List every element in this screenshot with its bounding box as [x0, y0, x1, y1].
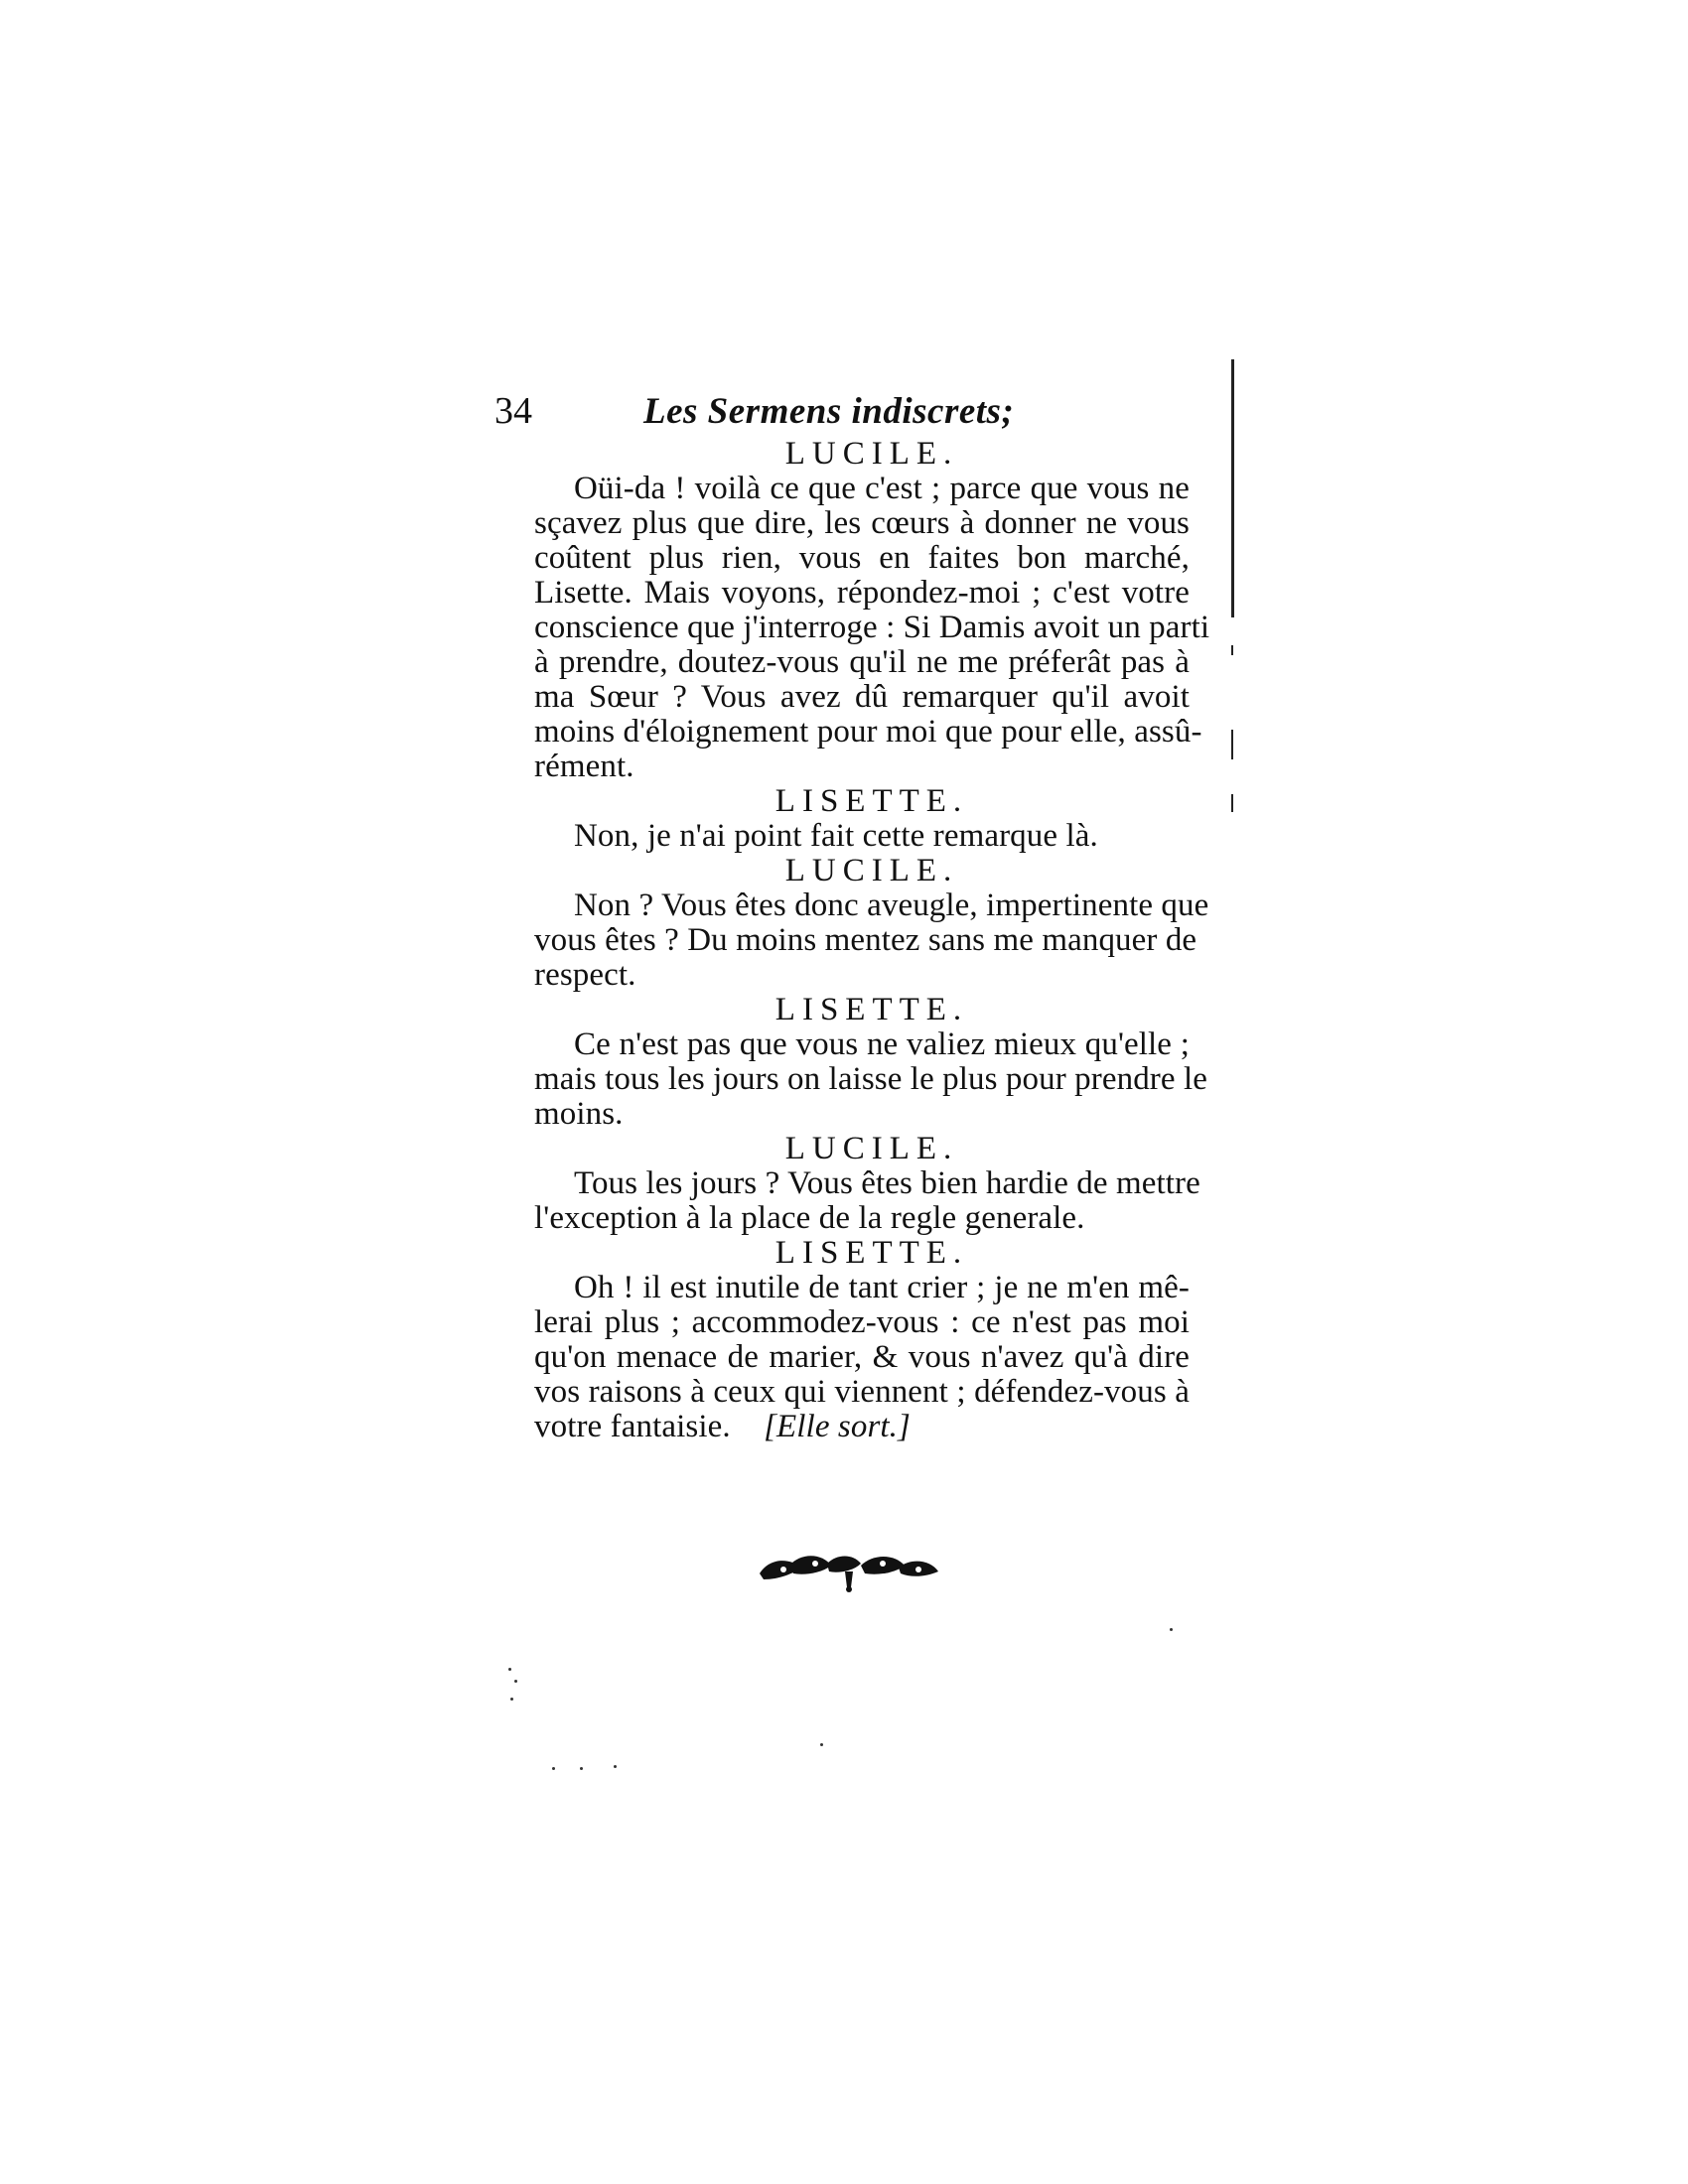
speech-line: Lisette. Mais voyons, répondez-moi ; c'est votre [534, 575, 1190, 611]
speech-line: moins d'éloignement pour moi que pour elle, assû- [534, 714, 1202, 750]
scan-speck [580, 1767, 583, 1770]
speech-line: rément. [534, 749, 634, 784]
scan-speck [514, 1680, 517, 1683]
speech-block [494, 819, 1190, 854]
speaker-name: LISETTE. [774, 992, 969, 1027]
speech-line: mais tous les jours on laisse le plus pour prendre le [534, 1061, 1208, 1097]
speech-line [494, 1410, 1190, 1444]
scan-speck [508, 1668, 511, 1671]
speech-line: Non, je n'ai point fait cette remarque là. [574, 818, 1098, 854]
speech-block [494, 1026, 1208, 1132]
margin-rule [1231, 359, 1234, 617]
speech-line: sçavez plus que dire, les cœurs à donner ne vous [534, 505, 1190, 541]
speaker-name: LUCILE. [784, 1131, 959, 1166]
margin-rule [1231, 730, 1233, 759]
margin-rule [1231, 794, 1233, 812]
speaker-name: LUCILE. [784, 853, 959, 888]
speech-line: Oh ! il est inutile de tant crier ; je ne m'en mê- [574, 1270, 1190, 1305]
running-title: Les Sermens indiscrets; [643, 391, 1015, 432]
speech-line: vous êtes ? Du moins mentez sans me manquer de [534, 922, 1197, 958]
speech-line: moins. [534, 1096, 624, 1132]
speech-line: lerai plus ; accommodez-vous : ce n'est pas moi [534, 1304, 1190, 1340]
speaker-name: LUCILE. [784, 436, 959, 472]
running-head [494, 385, 1190, 437]
speech-line: à prendre, doutez-vous qu'il ne me préferât pas à [534, 644, 1190, 680]
speech-line: l'exception à la place de la regle generale. [534, 1200, 1085, 1236]
speaker-name: LISETTE. [774, 1235, 969, 1271]
speaker-name: LISETTE. [774, 783, 969, 819]
margin-rule [1231, 645, 1233, 655]
speech-block [494, 1271, 1190, 1444]
page-number: 34 [494, 390, 532, 432]
speech-block [494, 471, 1210, 784]
speech-block [494, 1165, 1200, 1236]
scan-speck [614, 1765, 617, 1768]
scan-speck [552, 1767, 555, 1770]
speech-line: Non ? Vous êtes donc aveugle, impertinente que [574, 887, 1209, 923]
speech-line: Ce n'est pas que vous ne valiez mieux qu'elle ; [574, 1026, 1190, 1062]
text-block [494, 385, 1210, 1444]
speech-line: ma Sœur ? Vous avez dû remarquer qu'il avoit [534, 679, 1190, 715]
speech-block [494, 887, 1209, 993]
stage-direction: [Elle sort.] [764, 1409, 911, 1444]
speech-line: respect. [534, 957, 636, 993]
speech-line: vos raisons à ceux qui viennent ; défendez-vous à [534, 1374, 1190, 1410]
speech-line-text: votre fantaisie. [534, 1409, 731, 1444]
scan-speck [820, 1743, 823, 1746]
printers-ornament-icon [750, 1544, 948, 1593]
speech-line: Tous les jours ? Vous êtes bien hardie de mettre [574, 1165, 1200, 1201]
speech-line: qu'on menace de marier, & vous n'avez qu'à dire [534, 1339, 1190, 1375]
speech-line: Oüi-da ! voilà ce que c'est ; parce que vous ne [574, 471, 1190, 506]
scan-speck [1170, 1628, 1173, 1631]
speech-line: conscience que j'interroge : Si Damis avoit un parti [534, 610, 1210, 645]
scan-speck [510, 1698, 513, 1701]
speech-line: coûtent plus rien, vous en faites bon marché, [534, 540, 1190, 576]
